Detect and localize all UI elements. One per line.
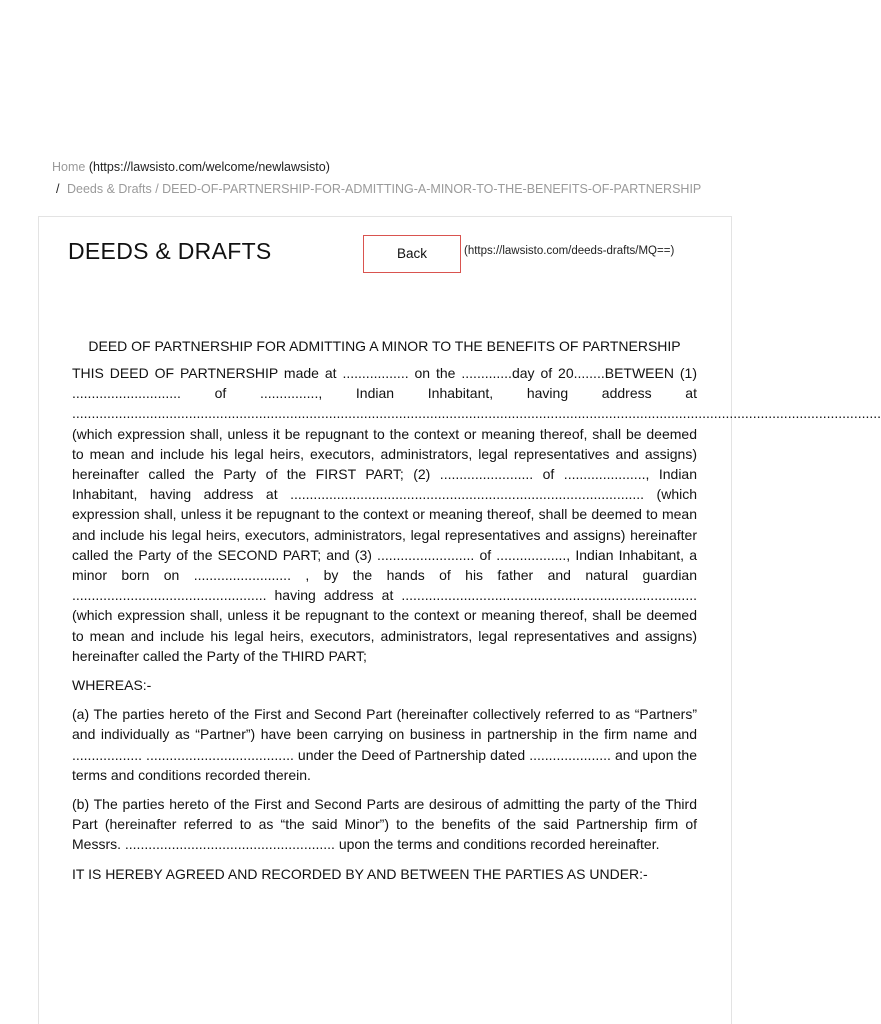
breadcrumb-trail[interactable]: Deeds & Drafts / DEED-OF-PARTNERSHIP-FOR-ADMITTING-A-MINOR-TO-THE-BENEFITS-OF-PARTNERSHIP (66, 182, 702, 196)
parties-line-1: THIS DEED OF PARTNERSHIP made at ................. on the .............day of 20........BETWEEN (1) ............................ of ..............., Indian Inhabitant, having address at (72, 365, 697, 402)
recital-b: (b) The parties hereto of the First and Second Parts are desirous of admitting the party of the Third Part (hereinafter referred to as “the said Minor”) to the benefits of the said Partnership firm of Messrs. ...................................................... upon the terms and conditions recorded hereinafter. (72, 796, 697, 853)
breadcrumb-home-url: (https://lawsisto.com/welcome/newlawsisto) (88, 160, 330, 174)
parties-paragraph (72, 363, 697, 403)
parties-paragraph-rest: (which expression shall, unless it be repugnant to the context or meaning thereof, shall be deemed to mean and include his legal heirs, executors, administrators, legal representatives and assigns) hereinafter called the Party of the FIRST PART; (2) ........................ of ....................., Indian Inhabitant, having address at ........................................................................................... (which expression shall, unless it be repugnant to the context or meaning thereof, shall be deemed to mean and include his legal heirs, executors, administrators, legal representatives and assigns) hereinafter called the Party of the SECOND PART; and (3) ......................... of .................., Indian Inhabitant, a minor born on ......................... , by the hands of his father and natural guardian .................................................. having address at ............................................................................ (which expression shall, unless it be repugnant to the context or meaning thereof, shall be deemed to mean and include his legal heirs, executors, administrators, legal representatives and assigns) hereinafter called the Party of the THIRD PART; (72, 425, 697, 664)
recital-a: (a) The parties hereto of the First and Second Part (hereinafter collectively referred to as “Partners” and individually as “Partner”) have been carrying on business in partnership in the firm name and .................. ...................................... under the Deed of Partnership dated ..................... and upon the terms and conditions recorded therein. (72, 706, 697, 783)
breadcrumb (52, 156, 712, 200)
document-heading: DEED OF PARTNERSHIP FOR ADMITTING A MINOR TO THE BENEFITS OF PARTNERSHIP (88, 338, 681, 354)
breadcrumb-home-link[interactable]: Home (52, 160, 86, 174)
agreement-heading: IT IS HEREBY AGREED AND RECORDED BY AND BETWEEN THE PARTIES AS UNDER:- (72, 865, 648, 882)
page-title: DEEDS & DRAFTS (68, 238, 272, 264)
back-button[interactable]: Back (363, 235, 461, 273)
deed-document (72, 336, 881, 884)
parties-address-line: ................................................................................................................................................................................................................ (72, 405, 881, 422)
whereas-heading: WHEREAS:- (72, 677, 152, 694)
back-url: (https://lawsisto.com/deeds-drafts/MQ==) (464, 245, 675, 257)
breadcrumb-separator: / (56, 182, 60, 196)
